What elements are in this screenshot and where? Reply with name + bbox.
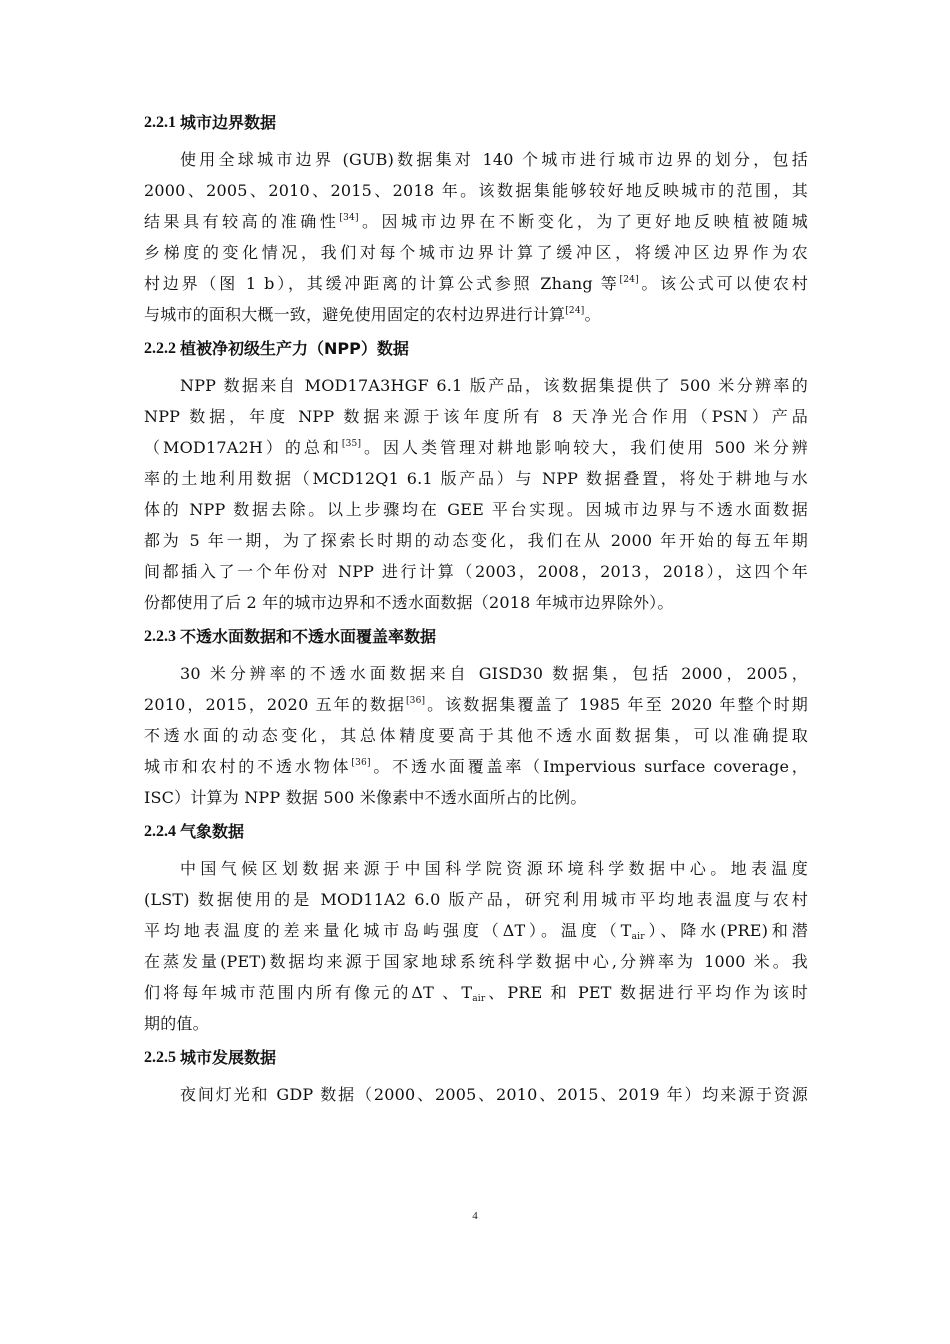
citation-ref: [24]: [619, 275, 639, 285]
paragraph: [144, 853, 808, 1039]
text-line: [144, 401, 808, 432]
section-number: 2.2.4: [144, 823, 176, 840]
section-number: 2.2.2: [144, 340, 176, 357]
text-run: 期的值。: [144, 1014, 209, 1033]
text-run: 体的 NPP 数据去除。以上步骤均在 GEE 平台实现。因城市边界与不透水面数据: [144, 500, 808, 519]
text-run: NPP 数据，年度 NPP 数据来源于该年度所有 8 天净光合作用（PSN）产品: [144, 407, 808, 426]
text-line: [144, 463, 808, 494]
text-run: 城市和农村的不透水物体: [144, 757, 352, 776]
section-title: 植被净初级生产力（NPP）数据: [180, 339, 409, 358]
text-run: 夜间灯光和 GDP 数据（2000、2005、2010、2015、2019 年）均来源于资源: [180, 1085, 808, 1104]
text-run: 30 米分辨率的不透水面数据来自 GISD30 数据集，包括 2000，2005，: [180, 664, 808, 683]
section-number: 2.2.3: [144, 628, 176, 645]
text-line: [144, 432, 808, 463]
text-line: [144, 144, 808, 175]
section-heading: [144, 112, 808, 134]
section-title: 城市发展数据: [180, 1048, 277, 1067]
text-line: [144, 556, 808, 587]
text-line: [144, 175, 808, 206]
text-run: 在蒸发量(PET)数据均来源于国家地球系统科学数据中心,分辨率为 1000 米。我: [144, 952, 808, 971]
citation-ref: [34]: [339, 213, 359, 223]
text-line: [144, 370, 808, 401]
text-line: [144, 299, 808, 330]
text-line: [144, 658, 808, 689]
text-run: 。: [584, 305, 601, 324]
section: [144, 338, 808, 618]
text-run: 间都插入了一个年份对 NPP 进行计算（2003，2008，2013，2018），这四个年: [144, 562, 808, 581]
text-line: [144, 782, 808, 813]
text-run: 份都使用了后 2 年的城市边界和不透水面数据（2018 年城市边界除外）。: [144, 593, 674, 612]
paragraph: [144, 1079, 808, 1110]
text-line: [144, 1008, 808, 1039]
text-run: 结果具有较高的准确性: [144, 212, 340, 231]
text-line: [144, 853, 808, 884]
subscript: air: [631, 932, 645, 942]
text-line: [144, 206, 808, 237]
text-run: 率的土地利用数据（MCD12Q1 6.1 版产品）与 NPP 数据叠置，将处于耕地与水: [144, 469, 808, 488]
text-run: 2000、2005、2010、2015、2018 年。该数据集能够较好地反映城市的范围，其: [144, 181, 808, 200]
text-line: [144, 1079, 808, 1110]
text-line: [144, 587, 808, 618]
text-run: 们将每年城市范围内所有像元的ΔT 、T: [144, 983, 473, 1002]
text-run: 平均地表温度的差来量化城市岛屿强度（ΔT）。温度（T: [144, 921, 632, 940]
section-number: 2.2.5: [144, 1049, 176, 1066]
text-run: 。不透水面覆盖率（Impervious surface coverage，: [370, 757, 808, 776]
text-line: [144, 946, 808, 977]
citation-ref: [35]: [341, 439, 362, 449]
section: [144, 821, 808, 1039]
text-run: 都为 5 年一期，为了探索长时期的动态变化，我们在从 2000 年开始的每五年期: [144, 531, 808, 550]
text-line: [144, 525, 808, 556]
section-title: 城市边界数据: [180, 113, 277, 132]
section-heading: [144, 338, 808, 360]
text-run: NPP 数据来自 MOD17A3HGF 6.1 版产品，该数据集提供了 500 米分辨率的: [180, 376, 808, 395]
paragraph: [144, 658, 808, 813]
text-run: 。该公式可以使农村: [638, 274, 808, 293]
text-run: 与城市的面积大概一致，避免使用固定的农村边界进行计算: [144, 305, 566, 324]
section-heading: [144, 1047, 808, 1069]
text-run: 不透水面的动态变化，其总体精度要高于其他不透水面数据集，可以准确提取: [144, 726, 808, 745]
text-run: 乡梯度的变化情况，我们对每个城市边界计算了缓冲区，将缓冲区边界作为农: [144, 243, 808, 262]
text-line: [144, 689, 808, 720]
text-line: [144, 977, 808, 1008]
text-line: [144, 751, 808, 782]
text-run: 中国气候区划数据来源于中国科学院资源环境科学数据中心。地表温度: [180, 859, 808, 878]
text-run: 村边界（图 1 b），其缓冲距离的计算公式参照 Zhang 等: [144, 274, 620, 293]
section: [144, 112, 808, 330]
citation-ref: [24]: [565, 306, 585, 316]
citation-ref: [36]: [405, 696, 426, 706]
section-number: 2.2.1: [144, 114, 176, 131]
text-run: 2010，2015，2020 五年的数据: [144, 695, 406, 714]
paragraph: [144, 144, 808, 330]
text-run: (LST) 数据使用的是 MOD11A2 6.0 版产品，研究利用城市平均地表温度与农村: [144, 890, 808, 909]
text-run: 。因城市边界在不断变化，为了更好地反映植被随城: [358, 212, 808, 231]
page-content: [144, 112, 808, 1110]
text-run: 、PRE 和 PET 数据进行平均作为该时: [485, 983, 808, 1002]
text-line: [144, 884, 808, 915]
section-heading: [144, 626, 808, 648]
subscript: air: [472, 994, 486, 1004]
page-number: 4: [472, 1210, 478, 1222]
text-line: [144, 237, 808, 268]
citation-ref: [36]: [351, 758, 371, 768]
section: [144, 626, 808, 813]
text-run: ISC）计算为 NPP 数据 500 米像素中不透水面所占的比例。: [144, 788, 587, 807]
section: [144, 1047, 808, 1110]
section-title: 不透水面数据和不透水面覆盖率数据: [180, 627, 437, 646]
section-heading: [144, 821, 808, 843]
text-run: 。因人类管理对耕地影响较大，我们使用 500 米分辨: [361, 438, 808, 457]
text-run: （MOD17A2H）的总和: [144, 438, 342, 457]
text-run: 。该数据集覆盖了 1985 年至 2020 年整个时期: [425, 695, 808, 714]
text-line: [144, 268, 808, 299]
text-run: 使用全球城市边界 (GUB)数据集对 140 个城市进行城市边界的划分，包括: [180, 150, 808, 169]
text-line: [144, 494, 808, 525]
section-title: 气象数据: [180, 822, 245, 841]
paragraph: [144, 370, 808, 618]
text-line: [144, 915, 808, 946]
text-run: ）、降水(PRE)和潜: [644, 921, 808, 940]
text-line: [144, 720, 808, 751]
